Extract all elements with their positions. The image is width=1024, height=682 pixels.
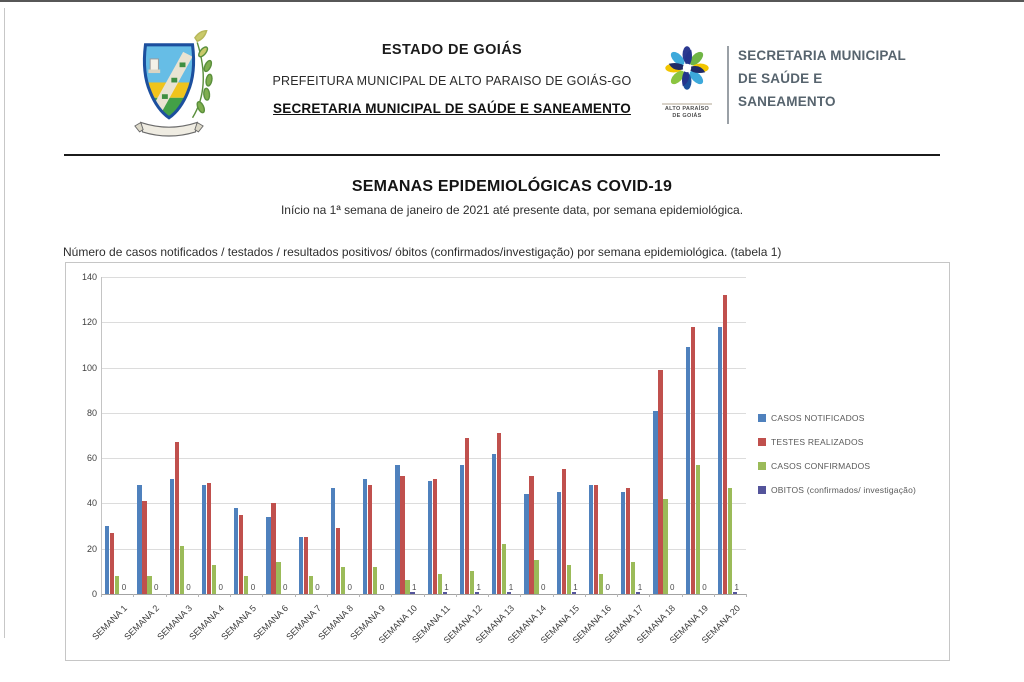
page-title: SEMANAS EPIDEMIOLÓGICAS COVID-19 <box>351 178 673 195</box>
x-axis-tick <box>101 594 102 597</box>
pinwheel-icon <box>659 40 715 96</box>
logo-text-line3: SANEAMENTO <box>738 94 836 109</box>
x-axis-tick <box>520 594 521 597</box>
obitos-data-label: 0 <box>218 583 223 592</box>
x-axis-label: SEMANA 2 <box>122 603 162 642</box>
bar-testes-realizados <box>691 327 695 594</box>
legend-swatch <box>758 486 766 494</box>
x-axis-tick <box>746 594 747 597</box>
obitos-data-label: 1 <box>444 583 449 592</box>
bar-testes-realizados <box>368 485 372 594</box>
obitos-data-label: 0 <box>186 583 191 592</box>
obitos-data-label: 0 <box>315 583 320 592</box>
bar-casos-notificados <box>234 508 238 594</box>
obitos-data-label: 0 <box>347 583 352 592</box>
bar-testes-realizados <box>433 479 437 594</box>
bar-obitos-(confirmados/ <box>443 592 447 594</box>
legend-label: CASOS CONFIRMADOS <box>771 461 871 471</box>
obitos-data-label: 1 <box>508 583 514 592</box>
x-axis-label: SEMANA 14 <box>505 603 549 646</box>
logo-divider <box>727 46 729 124</box>
bar-obitos-(confirmados/ <box>475 592 479 594</box>
gridline <box>101 458 746 459</box>
legend-swatch <box>758 414 766 422</box>
bar-obitos-(confirmados/ <box>572 592 576 594</box>
department-name: SECRETARIA MUNICIPAL DE SAÚDE E SANEAMENTO <box>273 101 631 116</box>
scan-edge-top <box>0 0 1024 2</box>
bar-obitos-(confirmados/ <box>636 592 640 594</box>
gridline <box>101 503 746 504</box>
x-axis-label: SEMANA 9 <box>348 603 388 642</box>
x-axis-tick <box>391 594 392 597</box>
bar-casos-notificados <box>266 517 270 594</box>
bar-testes-realizados <box>465 438 469 594</box>
x-axis-label: SEMANA 7 <box>283 603 323 642</box>
obitos-data-label: 0 <box>379 583 385 592</box>
obitos-data-label: 1 <box>734 583 739 592</box>
pinwheel-block <box>656 40 718 120</box>
y-axis-label: 100 <box>81 362 97 373</box>
municipality-name: PREFEITURA MUNICIPAL DE ALTO PARAISO DE GOIÁS-GO <box>272 74 632 88</box>
legend-item <box>758 485 916 495</box>
legend-label: CASOS NOTIFICADOS <box>771 413 865 423</box>
y-axis-label: 40 <box>86 498 97 509</box>
gridline <box>101 277 746 278</box>
x-axis-label: SEMANA 19 <box>667 603 710 646</box>
y-axis-line <box>101 277 102 594</box>
legend-item <box>758 437 864 447</box>
pinwheel-caption-line2: DE GOIÁS <box>672 113 702 119</box>
bar-testes-realizados <box>142 501 146 594</box>
gridline <box>101 368 746 369</box>
obitos-data-label: 0 <box>283 583 288 592</box>
bar-testes-realizados <box>271 503 275 594</box>
bar-testes-realizados <box>400 476 404 594</box>
x-axis-tick <box>424 594 425 597</box>
legend-item <box>758 461 870 471</box>
health-secretariat-logo <box>656 40 906 124</box>
pinwheel-caption-line1: ALTO PARAÍSO <box>664 106 710 112</box>
bar-casos-notificados <box>299 537 303 594</box>
obitos-data-label: 0 <box>250 583 256 592</box>
logo-text <box>738 40 906 113</box>
x-axis-tick <box>617 594 618 597</box>
bar-casos-notificados <box>202 485 206 594</box>
x-axis-tick <box>456 594 457 597</box>
scan-edge-left <box>4 8 5 638</box>
x-axis-tick <box>359 594 360 597</box>
header-rule <box>64 154 940 156</box>
x-axis-tick <box>133 594 134 597</box>
state-name: ESTADO DE GOIÁS <box>381 42 523 58</box>
y-axis-label: 60 <box>86 453 97 464</box>
bar-testes-realizados <box>239 515 243 594</box>
x-axis-label: SEMANA 13 <box>473 603 517 646</box>
bar-testes-realizados <box>175 442 179 594</box>
x-axis-tick <box>295 594 296 597</box>
x-axis-label: SEMANA 4 <box>187 603 226 642</box>
obitos-data-label: 0 <box>541 583 546 592</box>
x-axis-label: SEMANA 6 <box>251 603 291 642</box>
x-axis-tick <box>198 594 199 597</box>
x-axis-label: SEMANA 16 <box>570 603 613 646</box>
bar-casos-notificados <box>492 454 496 594</box>
x-axis-tick <box>553 594 554 597</box>
x-axis-label: SEMANA 8 <box>316 603 355 642</box>
bar-casos-notificados <box>718 327 722 594</box>
bar-testes-realizados <box>658 370 662 594</box>
x-axis-tick <box>682 594 683 597</box>
bar-obitos-(confirmados/ <box>733 592 737 594</box>
bar-casos-confirmados <box>663 499 667 594</box>
x-axis-label: SEMANA 15 <box>538 603 581 646</box>
obitos-data-label: 0 <box>605 583 610 592</box>
bar-testes-realizados <box>304 537 308 594</box>
bar-testes-realizados <box>723 295 727 594</box>
x-axis-tick <box>585 594 586 597</box>
legend-swatch <box>758 462 766 470</box>
obitos-data-label: 0 <box>670 583 675 592</box>
bar-casos-notificados <box>524 494 528 594</box>
obitos-data-label: 0 <box>121 583 127 592</box>
obitos-data-label: 1 <box>637 583 643 592</box>
logo-text-line1: SECRETARIA MUNICIPAL <box>738 48 906 63</box>
legend-label: OBITOS (confirmados/ investigação) <box>771 485 917 495</box>
obitos-data-label: 0 <box>702 583 707 592</box>
bar-testes-realizados <box>497 433 501 594</box>
obitos-data-label: 1 <box>573 583 578 592</box>
bar-casos-notificados <box>621 492 625 594</box>
bar-casos-notificados <box>170 479 174 594</box>
chart-caption: Número de casos notificados / testados / resultados positivos/ óbitos (confirmados/investigação) por semana epidemiológica. (tabela 1) <box>63 245 782 259</box>
logo-text-line2: DE SAÚDE E <box>738 71 823 86</box>
bar-casos-notificados <box>557 492 561 594</box>
x-axis-label: SEMANA 10 <box>376 603 420 646</box>
bar-casos-notificados <box>363 479 367 594</box>
x-axis-tick <box>649 594 650 597</box>
bar-casos-notificados <box>105 526 109 594</box>
bar-testes-realizados <box>594 485 598 594</box>
page-subtitle: Início na 1ª semana de janeiro de 2021 até presente data, por semana epidemiológica. <box>280 203 744 217</box>
x-axis-tick <box>327 594 328 597</box>
legend-swatch <box>758 438 766 446</box>
bar-testes-realizados <box>110 533 114 594</box>
gridline <box>101 413 746 414</box>
y-axis-label: 140 <box>81 272 97 282</box>
x-axis-tick <box>714 594 715 597</box>
bar-obitos-(confirmados/ <box>410 592 414 594</box>
obitos-data-label: 1 <box>476 583 481 592</box>
x-axis-label: SEMANA 18 <box>634 603 678 646</box>
x-axis-tick <box>230 594 231 597</box>
bar-obitos-(confirmados/ <box>507 592 511 594</box>
bar-casos-notificados <box>589 485 593 594</box>
bar-casos-confirmados <box>696 465 700 594</box>
x-axis-label: SEMANA 11 <box>409 603 452 645</box>
obitos-data-label: 1 <box>412 583 417 592</box>
letterhead-text <box>242 42 662 116</box>
pinwheel-caption-rule <box>662 103 712 105</box>
bar-testes-realizados <box>207 483 211 594</box>
bar-testes-realizados <box>562 469 566 594</box>
y-axis-label: 0 <box>91 589 97 599</box>
x-axis-tick <box>262 594 263 597</box>
x-axis-tick <box>166 594 167 597</box>
gridline <box>101 549 746 550</box>
chart <box>65 262 950 661</box>
x-axis-label: SEMANA 1 <box>90 603 130 642</box>
bar-casos-notificados <box>137 485 141 594</box>
y-axis-label: 20 <box>86 543 97 554</box>
x-axis-label: SEMANA 5 <box>219 603 259 642</box>
y-axis-label: 120 <box>81 317 97 328</box>
x-axis-label: SEMANA 12 <box>441 603 484 646</box>
x-axis-tick <box>488 594 489 597</box>
bar-casos-notificados <box>460 465 464 594</box>
bar-casos-confirmados <box>728 488 732 594</box>
bar-casos-notificados <box>331 488 335 594</box>
coat-of-arms-graphic <box>110 26 228 146</box>
bar-testes-realizados <box>626 488 630 594</box>
legend-label: TESTES REALIZADOS <box>771 437 864 447</box>
bar-testes-realizados <box>529 476 533 594</box>
bar-testes-realizados <box>336 528 340 594</box>
coat-of-arms <box>110 26 228 146</box>
y-axis-label: 80 <box>86 407 97 418</box>
obitos-data-label: 0 <box>154 583 159 592</box>
bar-casos-notificados <box>428 481 432 594</box>
x-axis-label: SEMANA 20 <box>699 603 742 646</box>
legend-item <box>758 413 865 423</box>
gridline <box>101 322 746 323</box>
bar-casos-notificados <box>686 347 690 594</box>
bar-casos-notificados <box>653 411 657 594</box>
x-axis-label: SEMANA 17 <box>602 603 646 646</box>
bar-casos-notificados <box>395 465 399 594</box>
x-axis-label: SEMANA 3 <box>154 603 194 642</box>
